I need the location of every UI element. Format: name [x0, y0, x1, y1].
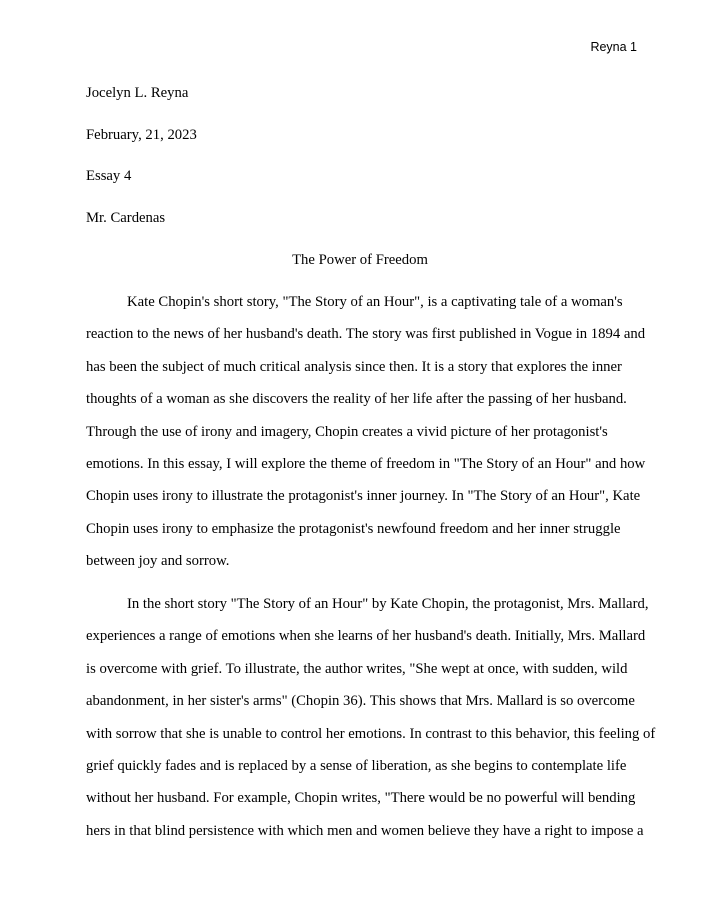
- paragraph-line: Chopin uses irony to emphasize the protagonist's newfound freedom and her inner struggle: [86, 520, 621, 537]
- essay-date: February, 21, 2023: [86, 127, 197, 143]
- paragraph-line: Kate Chopin's short story, "The Story of an Hour", is a captivating tale of a woman's: [127, 294, 623, 310]
- paragraph-line: Through the use of irony and imagery, Chopin creates a vivid picture of her protagonist's: [86, 423, 608, 440]
- assignment-name: Essay 4: [86, 168, 132, 184]
- paragraph-line: reaction to the news of her husband's death. The story was first published in Vogue in 1894 and: [86, 326, 646, 343]
- instructor-name: Mr. Cardenas: [86, 210, 166, 226]
- paragraph-line: between joy and sorrow.: [86, 553, 230, 570]
- paragraph-line: with sorrow that she is unable to control her emotions. In contrast to this behavior, this feeling of: [86, 725, 656, 742]
- paragraph-line: Chopin uses irony to illustrate the protagonist's inner journey. In "The Story of an Hour", Kate: [86, 488, 641, 505]
- student-name: Jocelyn L. Reyna: [86, 85, 189, 101]
- paragraph-line: is overcome with grief. To illustrate, the author writes, "She wept at once, with sudden, wild: [86, 660, 628, 677]
- running-header: Reyna 1: [590, 40, 637, 54]
- paragraph-line: abandonment, in her sister's arms" (Chopin 36). This shows that Mrs. Mallard is so overcome: [86, 693, 635, 710]
- paragraph-line: grief quickly fades and is replaced by a sense of liberation, as she begins to contemplate life: [86, 758, 627, 774]
- paragraph-line: emotions. In this essay, I will explore the theme of freedom in "The Story of an Hour" and how: [86, 456, 646, 472]
- paragraph-line: experiences a range of emotions when she learns of her husband's death. Initially, Mrs. Mallard: [86, 628, 646, 645]
- paragraph-line: In the short story "The Story of an Hour" by Kate Chopin, the protagonist, Mrs. Mallard,: [127, 596, 649, 612]
- essay-title: The Power of Freedom: [292, 252, 428, 268]
- paragraph-line: has been the subject of much critical analysis since then. It is a story that explores the inner: [86, 358, 622, 375]
- paragraph-line: thoughts of a woman as she discovers the reality of her life after the passing of her husband.: [86, 391, 627, 408]
- paragraph-line: without her husband. For example, Chopin writes, "There would be no powerful will bending: [86, 790, 636, 807]
- paragraph-line: hers in that blind persistence with which men and women believe they have a right to impose a: [86, 822, 644, 839]
